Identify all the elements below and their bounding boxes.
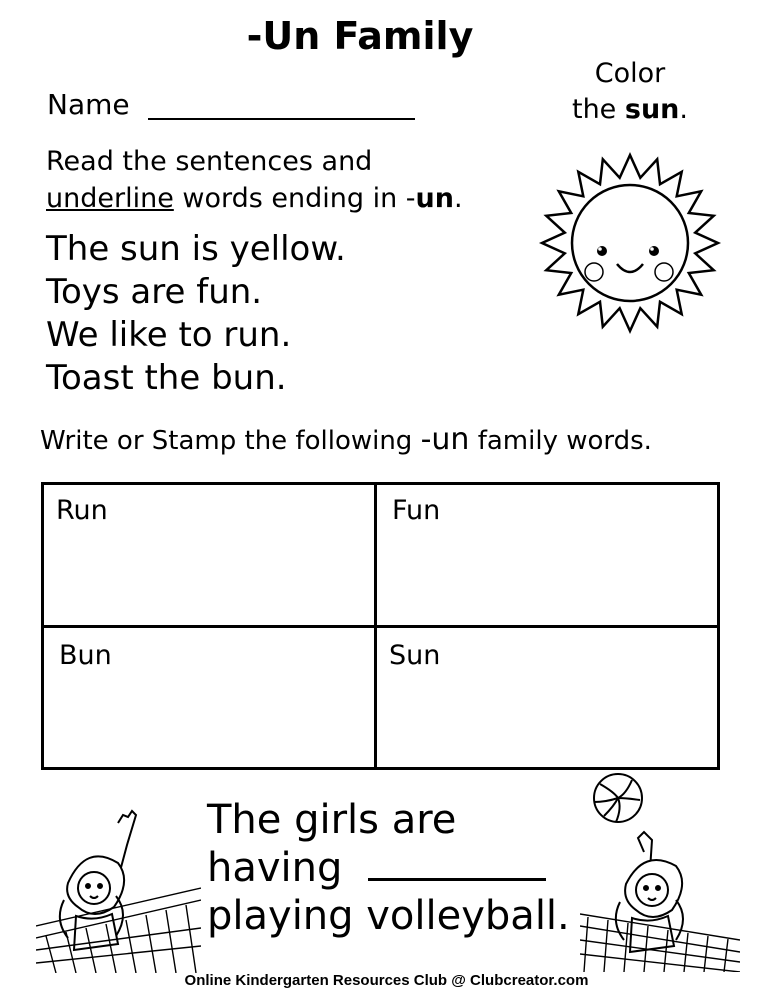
write-instruction-end: family words. [469, 426, 652, 456]
fill-in-line3: playing volleyball. [207, 893, 570, 939]
read-instruction-end: . [454, 183, 463, 214]
sentence[interactable]: Toys are fun. [46, 272, 263, 312]
word-label: Fun [392, 495, 441, 526]
color-instruction-line1: Color [594, 58, 666, 89]
color-instruction-line2 [560, 92, 700, 128]
fill-in-having: having [207, 845, 343, 891]
worksheet-title: -Un Family [246, 14, 474, 58]
read-instruction-un: un [415, 183, 454, 214]
word-label: Sun [389, 640, 441, 671]
color-instruction-period: . [679, 94, 688, 125]
color-instruction-prefix: the [571, 94, 625, 125]
word-label: Bun [59, 640, 112, 671]
write-instruction-un: -un [420, 422, 470, 457]
write-instruction-prefix: Write or Stamp the following [40, 426, 421, 456]
write-instruction [40, 422, 652, 457]
word-label: Run [56, 495, 108, 526]
word-box-run[interactable] [44, 485, 377, 628]
fill-in-line1: The girls are [207, 797, 457, 843]
sentence[interactable]: We like to run. [46, 315, 292, 355]
read-instruction-line1: Read the sentences and [46, 146, 373, 177]
read-instruction-middle: words ending in - [173, 183, 416, 214]
sentence[interactable]: The sun is yellow. [46, 229, 346, 269]
word-grid [41, 482, 720, 770]
smiling-sun-icon[interactable] [538, 148, 722, 338]
footer-credit: Online Kindergarten Resources Club @ Clubcreator.com [184, 972, 589, 989]
name-blank-line[interactable] [148, 118, 415, 120]
sentence[interactable]: Toast the bun. [46, 358, 287, 398]
name-label: Name [47, 88, 130, 121]
color-instruction [560, 56, 700, 128]
word-box-fun[interactable] [377, 485, 717, 628]
word-box-sun[interactable] [377, 628, 717, 767]
volleyball-icon [590, 770, 646, 826]
read-instruction-line2 [46, 180, 463, 217]
volleyball-girl-icon [580, 822, 740, 972]
fill-in-sentence [207, 796, 570, 940]
volleyball-girl-icon [36, 808, 201, 973]
read-instruction [46, 143, 463, 217]
sentence-list [46, 228, 346, 400]
word-box-bun[interactable] [44, 628, 377, 767]
underline-word: underline [46, 183, 174, 214]
fill-in-line2 [207, 844, 570, 892]
color-instruction-sun: sun [624, 94, 680, 125]
answer-blank-line[interactable] [368, 878, 546, 881]
